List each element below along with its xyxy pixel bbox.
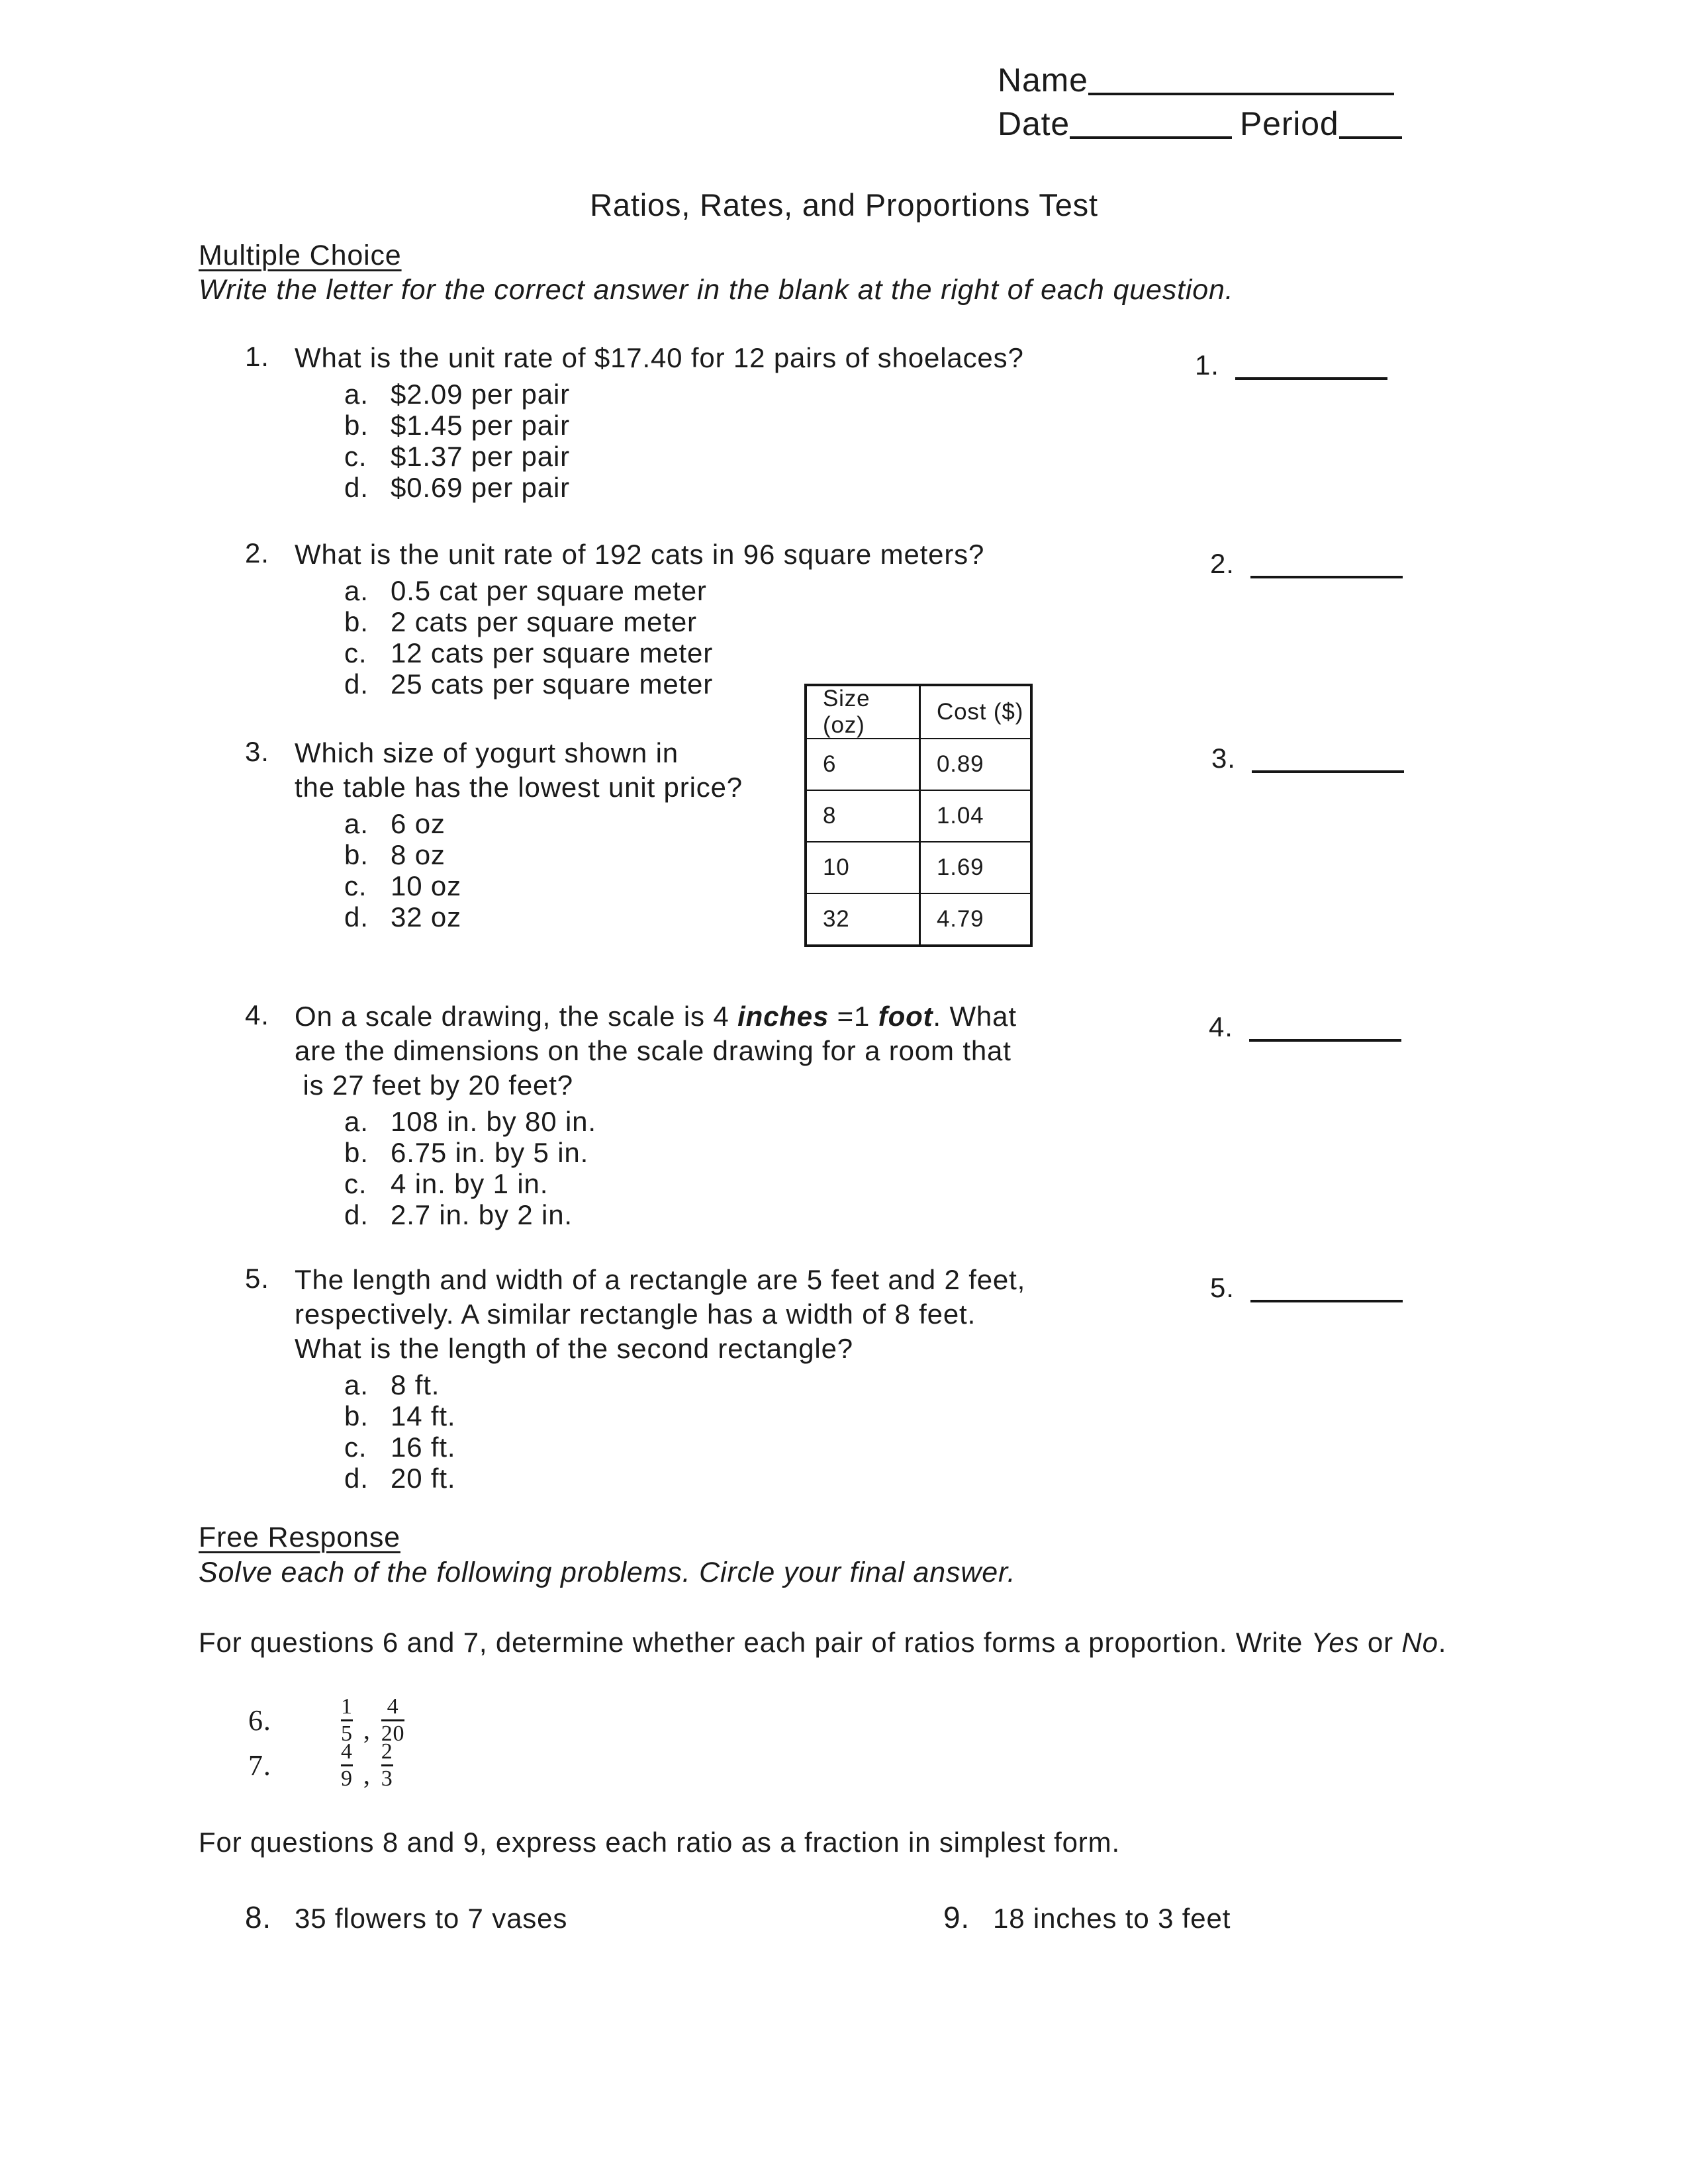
comma-separator: ,	[363, 1715, 371, 1745]
answer-blank-line	[1250, 575, 1403, 578]
option-letter: d.	[344, 472, 369, 503]
table-cell-cost: 4.79	[921, 893, 1030, 944]
option-letter: c.	[344, 1432, 367, 1463]
option-letter: d.	[344, 1199, 369, 1230]
table-cell-cost: 0.89	[921, 738, 1030, 790]
fraction-numerator: 2	[381, 1739, 393, 1764]
multiple-choice-heading: Multiple Choice	[199, 240, 402, 271]
options-list	[344, 808, 743, 933]
option-letter: a.	[344, 575, 369, 606]
question-number: 3.	[245, 736, 269, 767]
answer-slot-1	[1195, 349, 1387, 381]
yes-word: Yes	[1311, 1627, 1360, 1658]
option-row	[344, 1168, 1017, 1199]
fraction-denominator: 5	[341, 1721, 353, 1746]
no-word: No	[1401, 1627, 1438, 1658]
question-text-line: respectively. A similar rectangle has a width of 8 feet.	[295, 1298, 976, 1330]
text-segment: =1	[829, 1001, 878, 1032]
question-4	[245, 999, 1017, 1230]
table-cell-size: 32	[807, 893, 921, 944]
option-text: 0.5 cat per square meter	[391, 575, 707, 606]
answer-number: 3.	[1211, 743, 1236, 774]
option-row	[344, 472, 1024, 503]
question-text	[295, 999, 1017, 1103]
yogurt-price-table	[804, 684, 1033, 947]
option-row	[344, 1432, 1025, 1463]
question-text-line: What is the length of the second rectangle?	[295, 1333, 853, 1364]
date-period-row	[998, 102, 1402, 146]
answer-slot-5	[1210, 1272, 1403, 1304]
question-text: 35 flowers to 7 vases	[295, 1903, 568, 1934]
option-text: 10 oz	[391, 870, 461, 901]
answer-blank-line	[1249, 1038, 1401, 1042]
options-list	[344, 379, 1024, 503]
option-text: 16 ft.	[391, 1432, 456, 1463]
text-segment: . What	[933, 1001, 1017, 1032]
option-text: 8 oz	[391, 839, 445, 870]
question-text-line: is 27 feet by 20 feet?	[295, 1069, 573, 1101]
question-text-line: The length and width of a rectangle are 5 feet and 2 feet,	[295, 1264, 1026, 1295]
text-segment-emphasis: foot	[878, 1001, 933, 1032]
option-row	[344, 1463, 1025, 1494]
option-text: 6 oz	[391, 808, 445, 839]
option-text: 12 cats per square meter	[391, 637, 714, 668]
name-row	[998, 58, 1402, 102]
intro-text: .	[1438, 1627, 1447, 1658]
option-row	[344, 575, 984, 606]
option-text: 6.75 in. by 5 in.	[391, 1137, 589, 1168]
question-text	[295, 736, 743, 805]
option-letter: d.	[344, 1463, 369, 1494]
option-letter: d.	[344, 901, 369, 933]
option-row	[344, 901, 743, 933]
name-blank-line	[1088, 92, 1394, 95]
answer-number: 5.	[1210, 1272, 1235, 1303]
table-cell-cost: 1.04	[921, 790, 1030, 841]
option-text: 8 ft.	[391, 1369, 440, 1400]
option-text: $1.45 per pair	[391, 410, 570, 441]
answer-slot-3	[1211, 743, 1404, 774]
page-title: Ratios, Rates, and Proportions Test	[590, 187, 1098, 222]
option-letter: b.	[344, 1400, 369, 1432]
option-text: 4 in. by 1 in.	[391, 1168, 549, 1199]
option-text: 20 ft.	[391, 1463, 456, 1494]
option-letter: b.	[344, 606, 369, 637]
option-row	[344, 808, 743, 839]
multiple-choice-instructions: Write the letter for the correct answer in the blank at the right of each question.	[199, 274, 1234, 306]
option-row	[344, 1400, 1025, 1432]
question-text-line: are the dimensions on the scale drawing for a room that	[295, 1035, 1011, 1066]
fraction-numerator: 4	[387, 1694, 399, 1719]
questions-6-7-intro	[199, 1627, 1446, 1659]
table-cell-cost: 1.69	[921, 841, 1030, 893]
question-8	[245, 1899, 567, 1935]
period-blank-line	[1339, 136, 1402, 139]
option-letter: c.	[344, 637, 367, 668]
question-3	[245, 736, 743, 933]
question-number: 5.	[245, 1263, 269, 1294]
question-text-line	[295, 999, 1017, 1034]
question-1	[245, 341, 1024, 503]
question-5	[245, 1263, 1025, 1494]
answer-number: 1.	[1195, 349, 1219, 381]
option-letter: b.	[344, 1137, 369, 1168]
option-row	[344, 1106, 1017, 1137]
answer-number: 4.	[1209, 1011, 1233, 1042]
option-letter: c.	[344, 441, 367, 472]
question-number: 4.	[245, 999, 269, 1030]
fraction-numerator: 1	[341, 1694, 353, 1719]
options-list	[344, 1106, 1017, 1230]
question-number: 8.	[245, 1900, 272, 1934]
date-blank-line	[1070, 136, 1232, 139]
question-text-line: Which size of yogurt shown in	[295, 737, 679, 768]
option-letter: a.	[344, 808, 369, 839]
option-row	[344, 606, 984, 637]
question-text-line: the table has the lowest unit price?	[295, 772, 743, 803]
answer-blank-line	[1252, 770, 1404, 773]
question-number: 7.	[248, 1749, 271, 1782]
option-letter: a.	[344, 379, 369, 410]
table-header-size: Size (oz)	[807, 686, 921, 738]
table-cell-size: 10	[807, 841, 921, 893]
option-row	[344, 839, 743, 870]
text-segment: On a scale drawing, the scale is 4	[295, 1001, 738, 1032]
period-label: Period	[1239, 105, 1339, 142]
name-label: Name	[998, 62, 1088, 99]
option-letter: d.	[344, 668, 369, 700]
option-text: 108 in. by 80 in.	[391, 1106, 596, 1137]
option-row	[344, 1369, 1025, 1400]
question-7	[248, 1739, 393, 1792]
question-number: 2.	[245, 537, 269, 569]
questions-8-9-intro: For questions 8 and 9, express each ratio as a fraction in simplest form.	[199, 1827, 1120, 1858]
question-text	[295, 1263, 1025, 1366]
date-label: Date	[998, 105, 1070, 142]
intro-text: or	[1359, 1627, 1402, 1658]
option-letter: a.	[344, 1106, 369, 1137]
option-letter: b.	[344, 839, 369, 870]
fraction-denominator: 20	[381, 1721, 405, 1746]
fraction	[341, 1739, 353, 1792]
intro-text: For questions 6 and 7, determine whether each pair of ratios forms a proportion. Write	[199, 1627, 1311, 1658]
question-9	[943, 1899, 1231, 1935]
question-number: 9.	[943, 1900, 970, 1934]
table-header-cost: Cost ($)	[937, 699, 1024, 725]
option-text: 25 cats per square meter	[391, 668, 714, 700]
option-row	[344, 379, 1024, 410]
text-segment-emphasis: inches	[737, 1001, 829, 1032]
question-text: What is the unit rate of 192 cats in 96 square meters?	[295, 539, 985, 570]
free-response-heading: Free Response	[199, 1522, 400, 1553]
option-row	[344, 637, 984, 668]
option-row	[344, 441, 1024, 472]
option-text: $1.37 per pair	[391, 441, 570, 472]
option-row	[344, 410, 1024, 441]
option-letter: b.	[344, 410, 369, 441]
option-letter: c.	[344, 1168, 367, 1199]
option-text: 14 ft.	[391, 1400, 456, 1432]
fraction-denominator: 9	[341, 1766, 353, 1791]
answer-blank-line	[1250, 1299, 1403, 1302]
option-letter: a.	[344, 1369, 369, 1400]
option-text: $2.09 per pair	[391, 379, 570, 410]
fraction-denominator: 3	[381, 1766, 393, 1791]
option-row	[344, 870, 743, 901]
options-list	[344, 575, 984, 700]
free-response-instructions: Solve each of the following problems. Circle your final answer.	[199, 1557, 1016, 1588]
answer-slot-2	[1210, 548, 1403, 580]
table-cell-size: 6	[807, 738, 921, 790]
option-letter: c.	[344, 870, 367, 901]
question-number: 1.	[245, 341, 269, 372]
answer-blank-line	[1235, 377, 1387, 380]
option-row	[344, 1137, 1017, 1168]
option-text: 2 cats per square meter	[391, 606, 697, 637]
question-text: 18 inches to 3 feet	[993, 1903, 1231, 1934]
option-text: 2.7 in. by 2 in.	[391, 1199, 573, 1230]
fraction	[381, 1739, 393, 1792]
options-list	[344, 1369, 1025, 1494]
answer-number: 2.	[1210, 548, 1235, 579]
comma-separator: ,	[363, 1760, 371, 1790]
table-cell-size: 8	[807, 790, 921, 841]
option-text: 32 oz	[391, 901, 461, 933]
header-block	[998, 58, 1402, 146]
option-row	[344, 1199, 1017, 1230]
option-text: $0.69 per pair	[391, 472, 570, 503]
question-2	[245, 537, 984, 700]
question-text: What is the unit rate of $17.40 for 12 pairs of shoelaces?	[295, 342, 1024, 373]
question-number: 6.	[248, 1704, 271, 1737]
answer-slot-4	[1209, 1011, 1401, 1043]
fraction-numerator: 4	[341, 1739, 353, 1764]
